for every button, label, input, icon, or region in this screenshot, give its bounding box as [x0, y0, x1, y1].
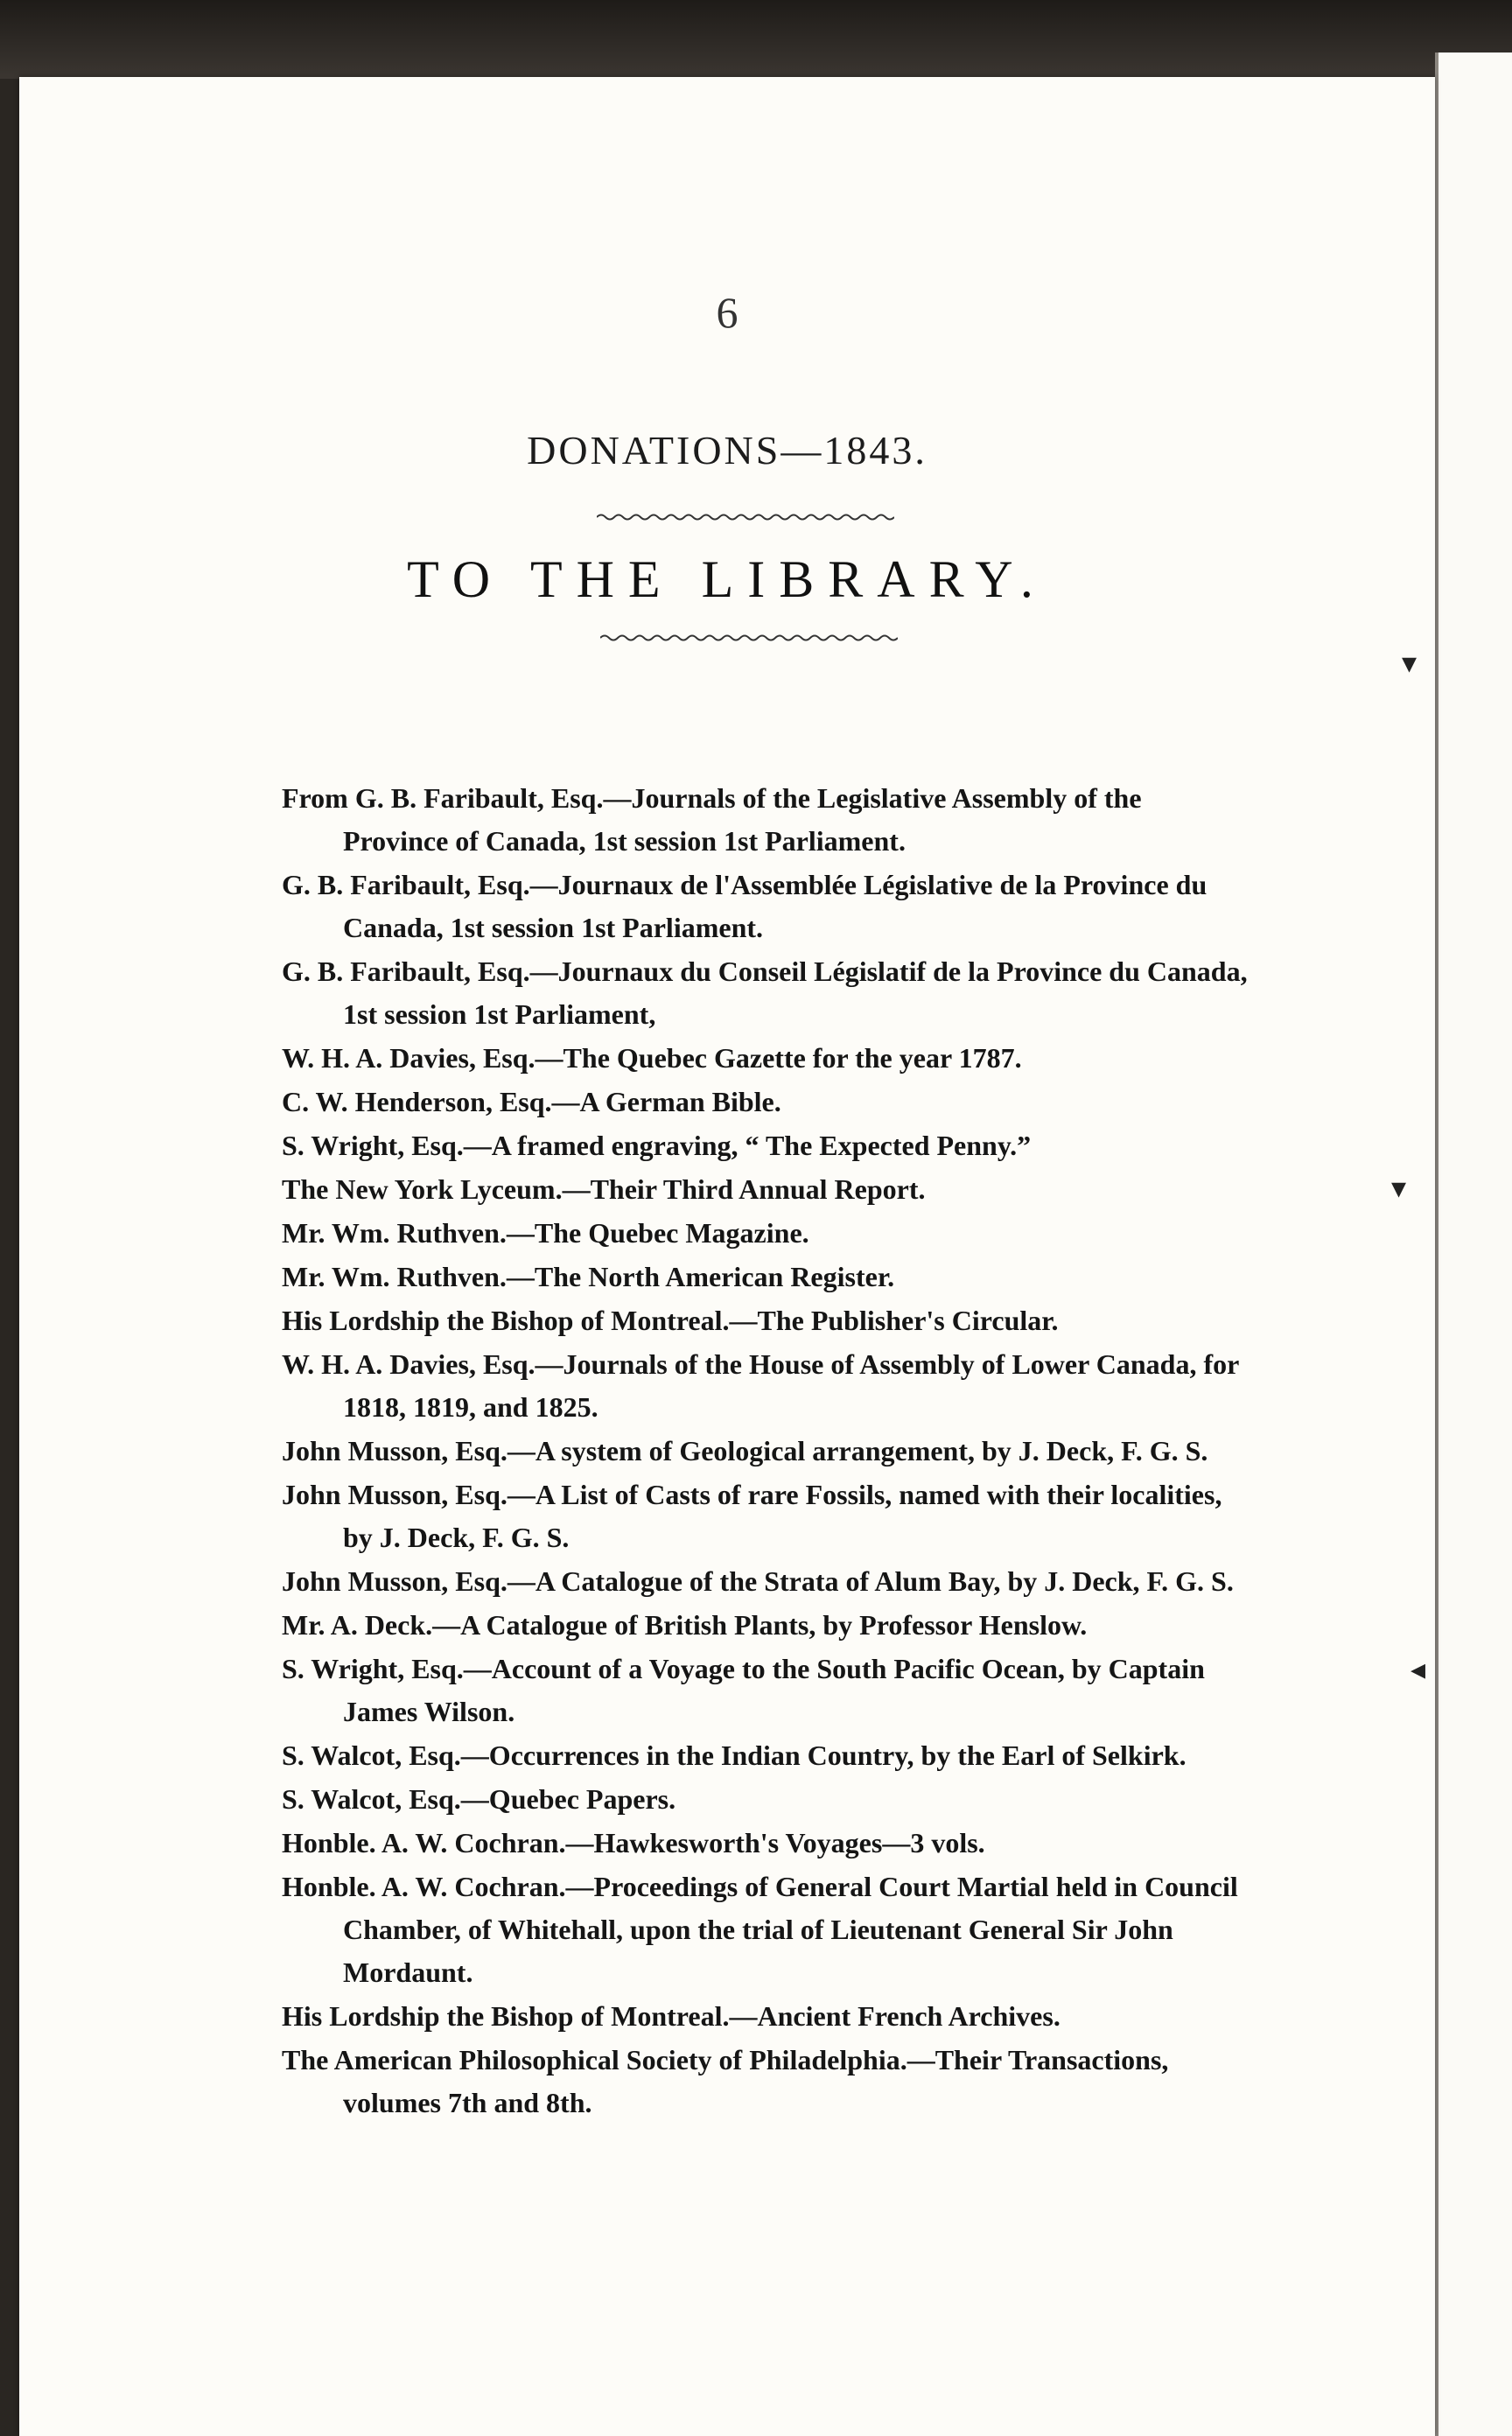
book-top-edge	[0, 0, 1512, 79]
donation-entry: The American Philosophical Society of Philadelphia.—Their Transactions, volumes 7th and 8th.	[282, 2044, 1169, 2118]
donation-entry: Mr. Wm. Ruthven.—The Quebec Magazine.	[282, 1217, 809, 1249]
donation-entry: G. B. Faribault, Esq.—Journaux du Conseil Législatif de la Province du Canada, 1st session 1st Parliament,	[282, 956, 1248, 1030]
ink-speck: ▾	[1391, 1172, 1407, 1205]
donation-entry: W. H. A. Davies, Esq.—The Quebec Gazette for the year 1787.	[282, 1042, 1022, 1074]
donation-entry: W. H. A. Davies, Esq.—Journals of the House of Assembly of Lower Canada, for 1818, 1819, and 1825.	[282, 1348, 1239, 1423]
ink-speck: ◂	[1410, 1654, 1426, 1686]
donation-entry: John Musson, Esq.—A List of Casts of rare Fossils, named with their localities, by J. Deck, F. G. S.	[282, 1479, 1222, 1553]
page-title: TO THE LIBRARY.	[407, 550, 1047, 608]
page-number: 6	[716, 288, 738, 337]
donation-entry: S. Wright, Esq.—A framed engraving, “ The Expected Penny.”	[282, 1130, 1032, 1161]
donation-entry: His Lordship the Bishop of Montreal.—Ancient French Archives.	[282, 2000, 1060, 2032]
donation-entry: John Musson, Esq.—A Catalogue of the Strata of Alum Bay, by J. Deck, F. G. S.	[282, 1565, 1234, 1597]
donation-entry: From G. B. Faribault, Esq.—Journals of the Legislative Assembly of the Province of Canada, 1st session 1st Parliament.	[282, 782, 1142, 857]
donation-entry: G. B. Faribault, Esq.—Journaux de l'Assemblée Législative de la Province du Canada, 1st session 1st Parliament.	[282, 869, 1208, 943]
adjacent-page-edge	[1435, 52, 1512, 2436]
donation-list	[282, 777, 1253, 2125]
donation-entry: John Musson, Esq.—A system of Geological arrangement, by J. Deck, F. G. S.	[282, 1435, 1208, 1466]
donation-entry: Honble. A. W. Cochran.—Hawkesworth's Voyages—3 vols.	[282, 1827, 985, 1858]
donation-entry: S. Wright, Esq.—Account of a Voyage to the South Pacific Ocean, by Captain James Wilson.	[282, 1653, 1205, 1727]
donation-entry: S. Walcot, Esq.—Quebec Papers.	[282, 1783, 676, 1815]
donation-entry: Mr. A. Deck.—A Catalogue of British Plants, by Professor Henslow.	[282, 1609, 1088, 1641]
donation-entry: S. Walcot, Esq.—Occurrences in the Indian Country, by the Earl of Selkirk.	[282, 1740, 1186, 1771]
decorative-rule-top	[597, 511, 894, 523]
donation-entry: C. W. Henderson, Esq.—A German Bible.	[282, 1086, 781, 1117]
donation-entry: His Lordship the Bishop of Montreal.—The Publisher's Circular.	[282, 1305, 1059, 1336]
decorative-rule-bottom	[600, 632, 898, 644]
donation-entry: Honble. A. W. Cochran.—Proceedings of General Court Martial held in Council Chamber, of Whitehall, upon the trial of Lieutenant General Sir John Mordaunt.	[282, 1871, 1238, 1988]
document-page	[19, 77, 1435, 2436]
section-heading: DONATIONS—1843.	[527, 428, 928, 472]
donation-entry: Mr. Wm. Ruthven.—The North American Register.	[282, 1261, 895, 1292]
donation-entry: The New York Lyceum.—Their Third Annual Report.	[282, 1173, 926, 1205]
ink-speck: ▾	[1402, 648, 1418, 680]
